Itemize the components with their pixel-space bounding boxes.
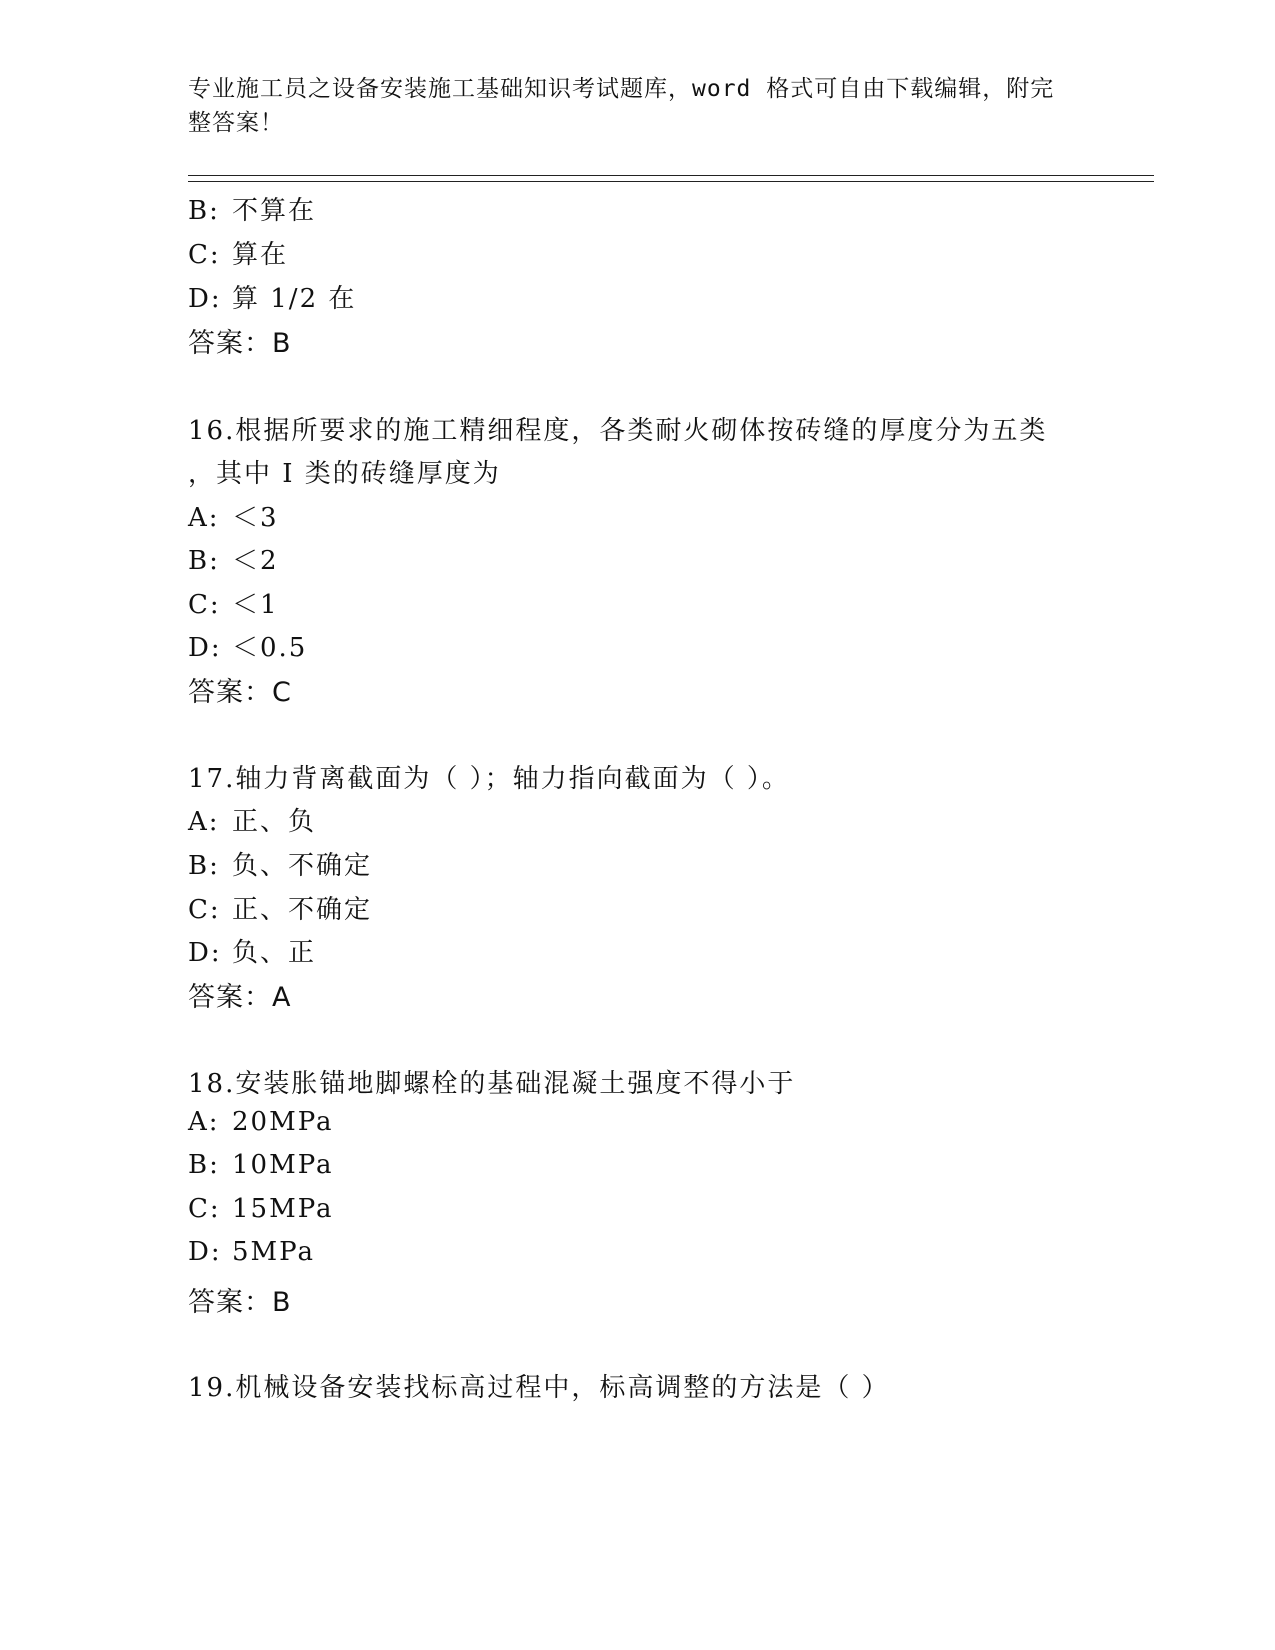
option-text: ＜2 bbox=[232, 546, 279, 576]
option-text: 负、正 bbox=[232, 938, 317, 968]
option-d bbox=[188, 932, 316, 969]
option-b bbox=[188, 540, 279, 577]
option-text: 正、负 bbox=[232, 807, 317, 837]
option-b bbox=[188, 845, 372, 882]
answer-line: 答案：B bbox=[188, 1287, 292, 1318]
option-label: D: bbox=[188, 284, 222, 314]
option-text: 5MPa bbox=[232, 1237, 315, 1267]
option-text: ＜1 bbox=[232, 590, 279, 620]
question-19-stem: 19.机械设备安装找标高过程中，标高调整的方法是（ ） bbox=[188, 1373, 890, 1403]
option-text: 不算在 bbox=[232, 196, 317, 226]
option-text: 算在 bbox=[232, 240, 289, 270]
option-d bbox=[188, 1237, 315, 1267]
option-label: A: bbox=[188, 807, 220, 837]
option-d bbox=[188, 278, 356, 315]
option-text: 算 1/2 在 bbox=[232, 284, 357, 314]
option-text: 15MPa bbox=[232, 1194, 334, 1224]
option-c bbox=[188, 584, 279, 621]
option-text: 20MPa bbox=[232, 1107, 334, 1137]
option-a bbox=[188, 497, 279, 534]
option-label: B: bbox=[188, 196, 220, 226]
option-label: B: bbox=[188, 546, 220, 576]
option-d bbox=[188, 627, 307, 664]
header-line-2: 整答案！ bbox=[188, 110, 284, 136]
option-text: 10MPa bbox=[232, 1150, 334, 1180]
header-divider-bottom bbox=[188, 181, 1154, 182]
option-label: B: bbox=[188, 1150, 220, 1180]
question-16-stem-line-2: ，其中 I 类的砖缝厚度为 bbox=[188, 459, 501, 489]
option-text: 正、不确定 bbox=[232, 895, 373, 925]
option-label: A: bbox=[188, 1107, 220, 1137]
option-c bbox=[188, 1194, 334, 1224]
option-label: B: bbox=[188, 851, 220, 881]
answer-line: 答案：A bbox=[188, 982, 292, 1013]
answer-line: 答案：B bbox=[188, 328, 292, 359]
header-divider-top bbox=[188, 175, 1154, 176]
document-header bbox=[188, 72, 1068, 140]
option-label: D: bbox=[188, 1237, 222, 1267]
option-label: C: bbox=[188, 240, 221, 270]
option-b bbox=[188, 1150, 334, 1180]
option-text: 负、不确定 bbox=[232, 851, 373, 881]
option-label: D: bbox=[188, 938, 222, 968]
question-18-stem: 18.安装胀锚地脚螺栓的基础混凝土强度不得小于 bbox=[188, 1069, 796, 1099]
answer-line: 答案：C bbox=[188, 677, 292, 708]
option-c bbox=[188, 234, 288, 271]
option-a bbox=[188, 801, 316, 838]
question-17-stem: 17.轴力背离截面为（ ）；轴力指向截面为（ ）。 bbox=[188, 764, 790, 794]
option-label: C: bbox=[188, 895, 221, 925]
option-label: A: bbox=[188, 503, 220, 533]
option-text: ＜3 bbox=[232, 503, 279, 533]
question-16-stem-line-1: 16.根据所要求的施工精细程度，各类耐火砌体按砖缝的厚度分为五类 bbox=[188, 416, 1048, 446]
option-text: ＜0.5 bbox=[232, 633, 308, 663]
option-a bbox=[188, 1107, 334, 1137]
option-c bbox=[188, 889, 372, 926]
header-line-1: 专业施工员之设备安装施工基础知识考试题库，word 格式可自由下载编辑，附完 bbox=[188, 76, 1055, 102]
option-label: D: bbox=[188, 633, 222, 663]
option-label: C: bbox=[188, 1194, 221, 1224]
option-b bbox=[188, 190, 316, 227]
option-label: C: bbox=[188, 590, 221, 620]
